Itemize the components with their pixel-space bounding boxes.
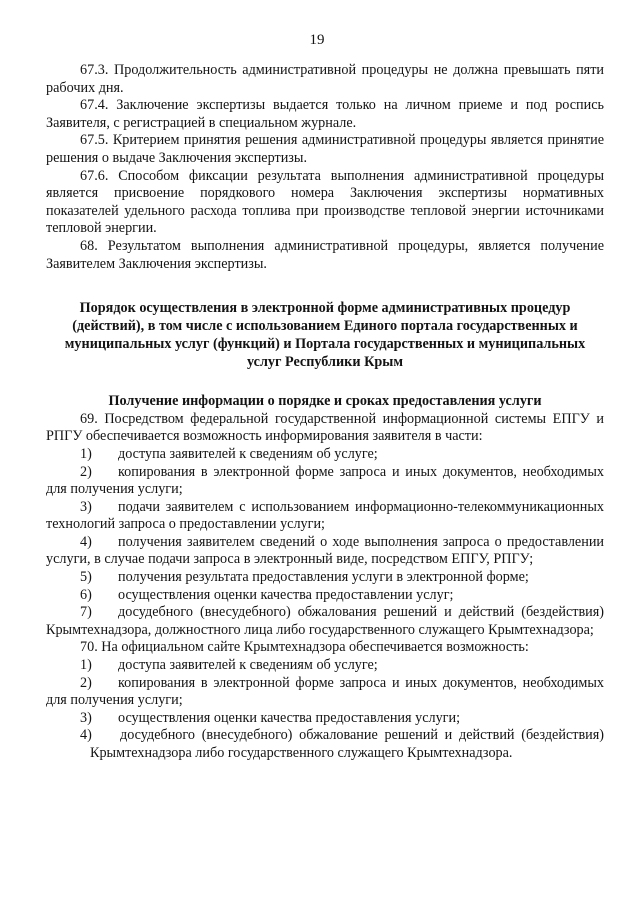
list-item-69-5: 5) получения результата предоставления услуги в электронной форме; — [80, 569, 529, 586]
list-item-69-3: 3) подачи заявителем с использованием информационно-телекоммуникационных технологий запроса о предоставлении услуги; — [46, 498, 604, 533]
list-item-70-2: 2) копирования в электронной форме запроса и иных документов, необходимых для получения услуги; — [46, 674, 604, 709]
list-item-69-1: 1) доступа заявителей к сведениям об услуге; — [80, 445, 378, 462]
subsection-heading: Получение информации о порядке и сроках предоставления услуги — [108, 393, 542, 410]
paragraph-67-6: 67.6. Способом фиксации результата выполнения административной процедуры является присвоение порядкового номера Заключения экспертизы нормативных показателей удельного расхода топлива при производстве тепловой энергии источниками тепловой энергии. — [46, 167, 604, 237]
list-item-69-6: 6) осуществления оценки качества предоставлении услуг; — [80, 586, 454, 603]
paragraph-67-5: 67.5. Критерием принятия решения административной процедуры является принятие решения о выдаче Заключения экспертизы. — [46, 132, 604, 166]
page-content — [46, 62, 604, 763]
list-item-70-3: 3) осуществления оценки качества предоставления услуги; — [80, 709, 461, 726]
page-number: 19 — [309, 32, 325, 48]
paragraph-67-4: 67.4. Заключение экспертизы выдается только на личном приеме и под роспись Заявителя, с регистрацией в специальном журнале. — [46, 97, 604, 131]
list-item-69-7: 7) досудебного (внесудебного) обжалования решений и действий (бездействия) Крымтехнадзора, должностного лица либо государственного служащего Крымтехнадзора; — [46, 604, 604, 638]
list-item-70-1: 1) доступа заявителей к сведениям об услуге; — [80, 657, 378, 674]
section-heading: Порядок осуществления в электронной форме административных процедур (действий), в том числе с использованием Единого портала государственных и муниципальных услуг (функций) и Портала государственных и муниципальных услуг Республики Крым — [64, 300, 586, 371]
list-item-70-4: 4) досудебного (внесудебного) обжалование решений и действий (бездействия) Крымтехнадзора либо государственного служащего Крымтехнадзора. — [80, 727, 604, 761]
list-item-69-2: 2) копирования в электронной форме запроса и иных документов, необходимых для получения услуги; — [46, 463, 604, 498]
paragraph-67-3: 67.3. Продолжительность административной процедуры не должна превышать пяти рабочих дня. — [46, 62, 604, 96]
paragraph-69-intro: 69. Посредством федеральной государственной информационной системы ЕПГУ и РПГУ обеспечивается возможность информирования заявителя в части: — [46, 410, 604, 445]
paragraph-70-intro: 70. На официальном сайте Крымтехнадзора обеспечивается возможность: — [80, 639, 529, 656]
list-item-69-4: 4) получения заявителем сведений о ходе выполнения запроса о предоставлении услуги, в случае подачи запроса в электронный виде, посредством ЕПГУ, РПГУ; — [46, 533, 604, 568]
paragraph-68: 68. Результатом выполнения административной процедуры, является получение Заявителем Заключения экспертизы. — [46, 237, 604, 272]
